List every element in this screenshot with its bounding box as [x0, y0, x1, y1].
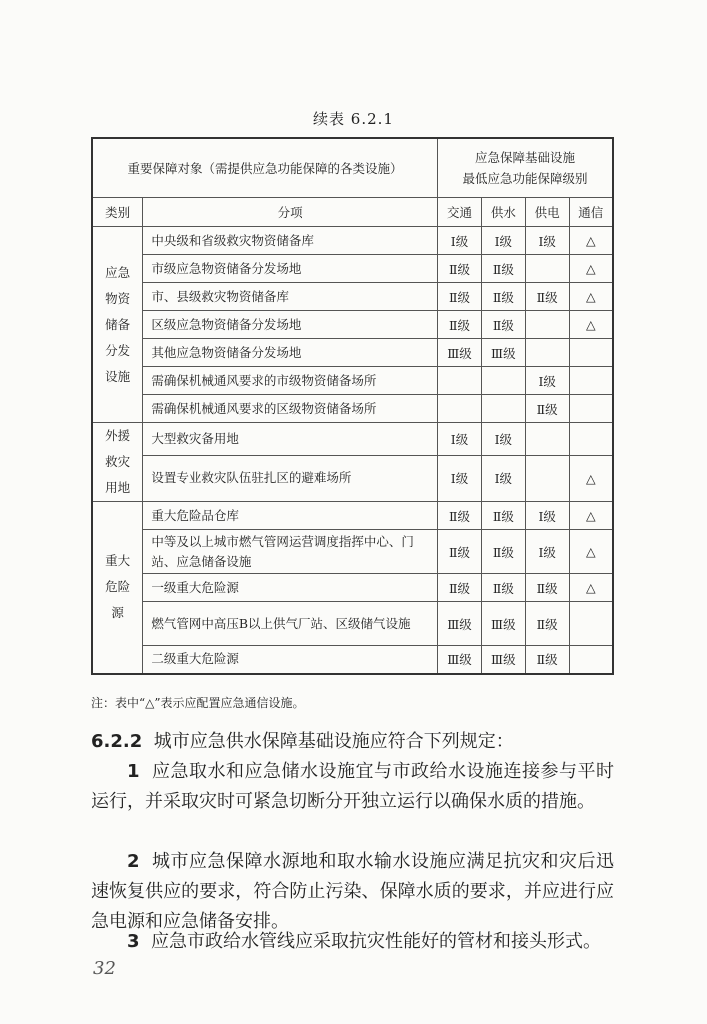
cell-comm: [569, 646, 613, 674]
cell-water: Ⅰ级: [481, 455, 525, 501]
section-title: 城市应急供水保障基础设施应符合下列规定：: [153, 731, 514, 752]
col-power: 供电: [525, 198, 569, 227]
cell-power: Ⅰ级: [525, 367, 569, 395]
cell-traffic: Ⅰ级: [438, 423, 482, 456]
row-item: 燃气管网中高压B以上供气厂站、区级储气设施: [143, 602, 438, 646]
cell-comm: [569, 339, 613, 367]
cell-power: Ⅰ级: [525, 502, 569, 530]
row-item: 一级重大危险源: [143, 574, 438, 602]
cell-comm: △: [569, 283, 613, 311]
cell-water: Ⅱ级: [481, 502, 525, 530]
row-item: 区级应急物资储备分发场地: [143, 311, 438, 339]
cell-traffic: Ⅲ级: [438, 339, 482, 367]
cell-water: Ⅰ级: [481, 227, 525, 255]
cell-comm: [569, 602, 613, 646]
table-row: [92, 311, 613, 339]
table-row: [92, 646, 613, 674]
cell-traffic: Ⅱ级: [438, 283, 482, 311]
cell-power: [525, 339, 569, 367]
header-min-level-line1: 应急保障基础设施: [475, 150, 576, 165]
cell-traffic: Ⅰ级: [438, 455, 482, 501]
table-row: [92, 367, 613, 395]
category-rescue-land: 外援 救灾 用地: [92, 423, 143, 502]
clause-text: 应急市政给水管线应采取抗灾性能好的管材和接头形式。: [150, 931, 601, 952]
header-min-level: [438, 138, 613, 198]
clause-text: 应急取水和应急储水设施宜与市政给水设施连接参与平时运行，并采取灾时可紧急切断分开独立运行以确保水质的措施。: [91, 761, 614, 812]
col-category: 类别: [92, 198, 143, 227]
cell-comm: △: [569, 255, 613, 283]
row-item: 市、县级救灾物资储备库: [143, 283, 438, 311]
cell-power: Ⅱ级: [525, 283, 569, 311]
cell-traffic: [438, 395, 482, 423]
cell-traffic: Ⅱ级: [438, 574, 482, 602]
page-number: 32: [93, 958, 116, 979]
clause-number: 2: [127, 851, 140, 872]
cell-water: [481, 395, 525, 423]
cell-traffic: Ⅱ级: [438, 502, 482, 530]
cell-traffic: Ⅲ级: [438, 646, 482, 674]
row-item: 重大危险品仓库: [143, 502, 438, 530]
category-emergency-supplies: 应急 物资 储备 分发 设施: [92, 227, 143, 423]
cell-traffic: Ⅱ级: [438, 311, 482, 339]
row-item: 中等及以上城市燃气管网运营调度指挥中心、门站、应急储备设施: [143, 530, 438, 574]
table-note: 注：表中“△”表示应配置应急通信设施。: [91, 696, 305, 710]
cell-water: Ⅲ级: [481, 646, 525, 674]
table-row: [92, 283, 613, 311]
cell-comm: △: [569, 530, 613, 574]
header-protected-objects: 重要保障对象（需提供应急功能保障的各类设施）: [92, 138, 438, 198]
cell-traffic: Ⅱ级: [438, 255, 482, 283]
protection-table: [91, 137, 614, 675]
cell-comm: △: [569, 502, 613, 530]
row-item: 中央级和省级救灾物资储备库: [143, 227, 438, 255]
row-item: 市级应急物资储备分发场地: [143, 255, 438, 283]
cell-water: Ⅰ级: [481, 423, 525, 456]
cell-comm: [569, 367, 613, 395]
cell-comm: △: [569, 311, 613, 339]
cell-water: Ⅱ级: [481, 311, 525, 339]
clause-number: 3: [127, 931, 140, 952]
clause-text: 城市应急保障水源地和取水输水设施应满足抗灾和灾后迅速恢复供应的要求，符合防止污染、保障水质的要求，并应进行应急电源和应急储备安排。: [91, 851, 614, 932]
category-major-hazard: 重大 危险 源: [92, 502, 143, 674]
cell-water: Ⅱ级: [481, 530, 525, 574]
clause-number: 1: [127, 761, 140, 782]
cell-traffic: Ⅰ级: [438, 227, 482, 255]
cell-comm: △: [569, 455, 613, 501]
table-row: [92, 339, 613, 367]
clause-item: [91, 927, 614, 957]
table-row: [92, 530, 613, 574]
table-row: [92, 227, 613, 255]
cell-water: [481, 367, 525, 395]
section-number: 6.2.2: [91, 731, 143, 752]
cell-water: Ⅱ级: [481, 255, 525, 283]
clause-item: [91, 757, 614, 817]
col-water: 供水: [481, 198, 525, 227]
cell-power: [525, 255, 569, 283]
cell-water: Ⅱ级: [481, 283, 525, 311]
cell-power: Ⅱ级: [525, 395, 569, 423]
table-row: [92, 255, 613, 283]
cell-power: [525, 423, 569, 456]
table-row: [92, 395, 613, 423]
cell-comm: [569, 423, 613, 456]
cell-power: Ⅰ级: [525, 530, 569, 574]
row-item: 二级重大危险源: [143, 646, 438, 674]
cell-traffic: Ⅲ级: [438, 602, 482, 646]
cell-power: Ⅱ级: [525, 646, 569, 674]
table-row: [92, 423, 613, 456]
row-item: 大型救灾备用地: [143, 423, 438, 456]
header-min-level-line2: 最低应急功能保障级别: [462, 171, 588, 186]
row-item: 设置专业救灾队伍驻扎区的避难场所: [143, 455, 438, 501]
clause-item: [91, 847, 614, 937]
cell-water: Ⅲ级: [481, 339, 525, 367]
col-comm: 通信: [569, 198, 613, 227]
table-caption: 续表 6.2.1: [313, 110, 394, 128]
col-item: 分项: [143, 198, 438, 227]
table-row: [92, 502, 613, 530]
cell-water: Ⅲ级: [481, 602, 525, 646]
table-row: [92, 455, 613, 501]
cell-power: Ⅱ级: [525, 574, 569, 602]
table-row: [92, 574, 613, 602]
cell-power: [525, 311, 569, 339]
cell-traffic: Ⅱ级: [438, 530, 482, 574]
cell-water: Ⅱ级: [481, 574, 525, 602]
cell-comm: [569, 395, 613, 423]
col-traffic: 交通: [438, 198, 482, 227]
row-item: 需确保机械通风要求的市级物资储备场所: [143, 367, 438, 395]
section-heading: [91, 727, 614, 757]
cell-power: [525, 455, 569, 501]
table-row: [92, 602, 613, 646]
cell-power: Ⅰ级: [525, 227, 569, 255]
row-item: 其他应急物资储备分发场地: [143, 339, 438, 367]
row-item: 需确保机械通风要求的区级物资储备场所: [143, 395, 438, 423]
cell-comm: △: [569, 227, 613, 255]
cell-comm: △: [569, 574, 613, 602]
cell-traffic: [438, 367, 482, 395]
cell-power: Ⅱ级: [525, 602, 569, 646]
